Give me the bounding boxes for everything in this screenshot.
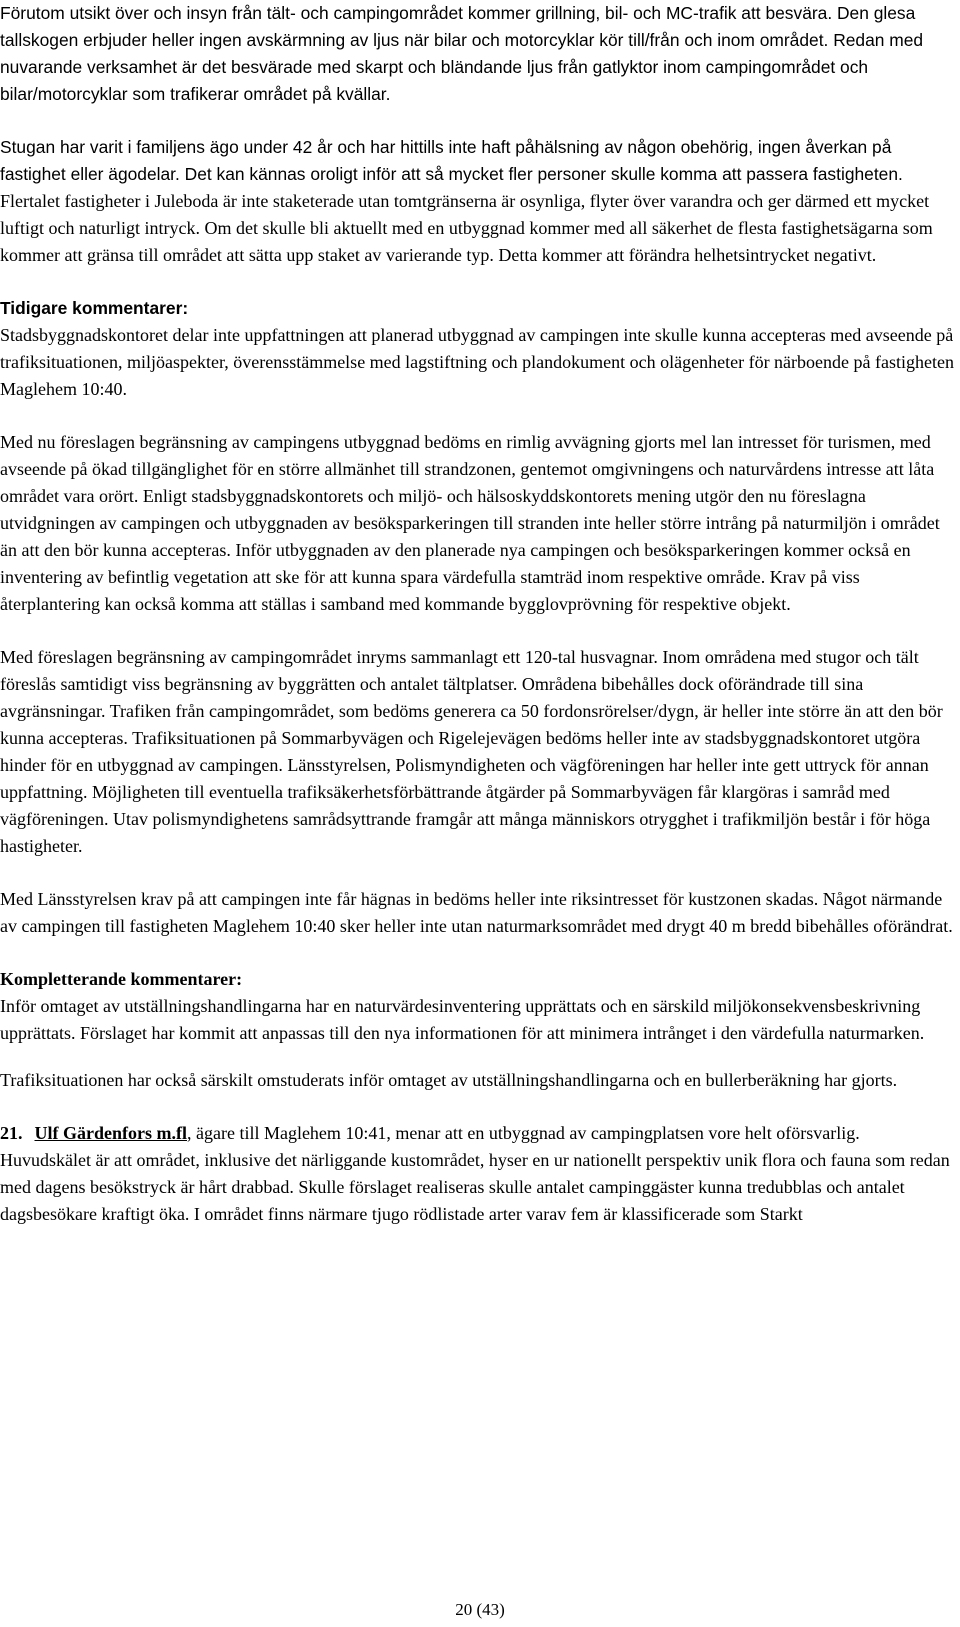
paragraph-county-board: Med Länsstyrelsen krav på att campingen inte får hägnas in bedöms heller inte riksintresset för kustzonen skadas. Något närmande av campingen till fastigheten Maglehem 10:40 sker heller inte utan naturmarksområdet med drygt 40 m bredd bibehålles oförändrat. — [0, 889, 953, 936]
paragraph-nature-inventory: Inför omtaget av utställningshandlingarna har en naturvärdesinventering upprättats och en särskild miljökonsekvensbeskrivning upprättats. Förslaget har kommit att anpassas till den nya informationen för att minimera intrånget i den värdefulla naturmarken. — [0, 996, 925, 1043]
item-21-text: , ägare till Maglehem 10:41, menar att en utbyggnad av campingplatsen vore helt oförsvarlig. Huvudskälet är att området, inklusive det närliggande kustområdet, hyser en ur nationellt perspektiv unik flora och fauna som redan med dagens besökstryck är hårt drabbad. Skulle förslaget realiseras skulle antalet campinggäster kunna tredubblas och antalet dagsbesökare kraftigt öka. I området finns närmare tjugo rödlistade arter varav fem är klassificerade som Starkt — [0, 1123, 950, 1224]
item-21-name: Ulf Gärdenfors m.fl — [34, 1123, 187, 1143]
section-supplementary-comments — [0, 966, 955, 1047]
supplementary-comments-heading: Kompletterande kommentarer: — [0, 969, 243, 989]
section-previous-comments — [0, 295, 955, 403]
paragraph-caravans-traffic: Med föreslagen begränsning av campingområdet inryms sammanlagt ett 120-tal husvagnar. Inom områdena med stugor och tält föreslås samtidigt viss begränsning av byggrätten och antalet tältplatser. Områdena bibehålles dock oförändrade till sina avgränsningar. Trafiken från campingområdet, som bedöms generera ca 50 fordonsrörelser/dygn, är heller inte större än att den bör kunna accepteras. Trafiksituationen på Sommarbyvägen och Rigelejevägen bedöms heller inte av stadsbyggnadskontoret utgöra hinder för en utbyggnad av campingen. Länsstyrelsen, Polismyndigheten och vägföreningen har heller inte gett uttryck för annan uppfattning. Möjligheten till eventuella trafiksäkerhetsförbättrande åtgärder på Sommarbyvägen får klargöras i samråd med vägföreningen. Utav polismyndighetens samrådsyttrande framgår att många människors otrygghet i trafikmiljön består i för höga hastigheter. — [0, 647, 943, 856]
paragraph-outlook-insight: Förutom utsikt över och insyn från tält- och campingområdet kommer grillning, bil- och MC-trafik att besvära. Den glesa tallskogen erbjuder heller ingen avskärmning av ljus när bilar och motorcyklar kör till/från och inom området. Redan med nuvarande verksamhet är det besvärade med skarpt och bländande ljus från gatlyktor inom campingområdet och bilar/motorcyklar som trafikerar området på kvällar. — [0, 3, 924, 104]
paragraph-traffic-study: Trafiksituationen har också särskilt omstuderats inför omtaget av utställningshandlingarna och en bullerberäkning har gjorts. — [0, 1070, 898, 1090]
paragraph-family-cottage-part2: Det kan kännas oroligt inför att så mycket fler personer skulle komma att passera fastigheten. — [179, 164, 903, 184]
paragraph-family-cottage-part1: Stugan har varit i familjens ägo under 42 år och har hittills inte haft påhälsning av någon obehörig, ingen åverkan på fastighet eller ägodelar. — [0, 137, 892, 184]
paragraph-camping-limitation: Med nu föreslagen begränsning av campingens utbyggnad bedöms en rimlig avvägning gjorts mel lan intresset för turismen, med avseende på ökad tillgänglighet för en större allmänhet till strandzonen, gentemot omgivningens och naturvårdens intresse att låta området vara orört. Enligt stadsbyggnadskontorets och miljö- och hälsoskyddskontorets mening utgör den nu föreslagna utvidgningen av campingen och utbyggnaden av besöksparkeringen till stranden inte heller större intrång på naturmiljön i området än att den bör kunna accepteras. Inför utbyggnaden av den planerade nya campingen och besöksparkeringen kommer också en inventering av befintlig vegetation att ske för att kunna spara värdefulla stamträd inom respektive område. Krav på viss återplantering kan också komma att ställas i samband med kommande bygglovprövning för respektive objekt. — [0, 432, 940, 614]
page-number: 20 (43) — [455, 1600, 505, 1619]
item-21-number: 21. — [0, 1123, 23, 1143]
paragraph-city-planning-office: Stadsbyggnadskontoret delar inte uppfattningen att planerad utbyggnad av campingen inte skulle kunna accepteras med avseende på trafiksituationen, miljöaspekter, överensstämmelse med lagstiftning och plandokument och olägenheter för närboende på fastigheten Maglehem 10:40. — [0, 325, 954, 399]
paragraph-family-cottage-part3: Flertalet fastigheter i Juleboda är inte staketerade utan tomtgränserna är osynliga, flyter över varandra och ger därmed ett mycket luftigt och naturligt intryck. Om det skulle bli aktuellt med en utbyggnad kommer med all säkerhet de flesta fastighetsägarna som kommer att gränsa till området att sätta upp staket av varierande typ. Detta kommer att förändra helhetsintrycket negativt. — [0, 191, 933, 265]
paragraph-family-cottage — [0, 134, 955, 269]
previous-comments-heading: Tidigare kommentarer: — [0, 298, 189, 318]
item-21 — [0, 1120, 955, 1228]
